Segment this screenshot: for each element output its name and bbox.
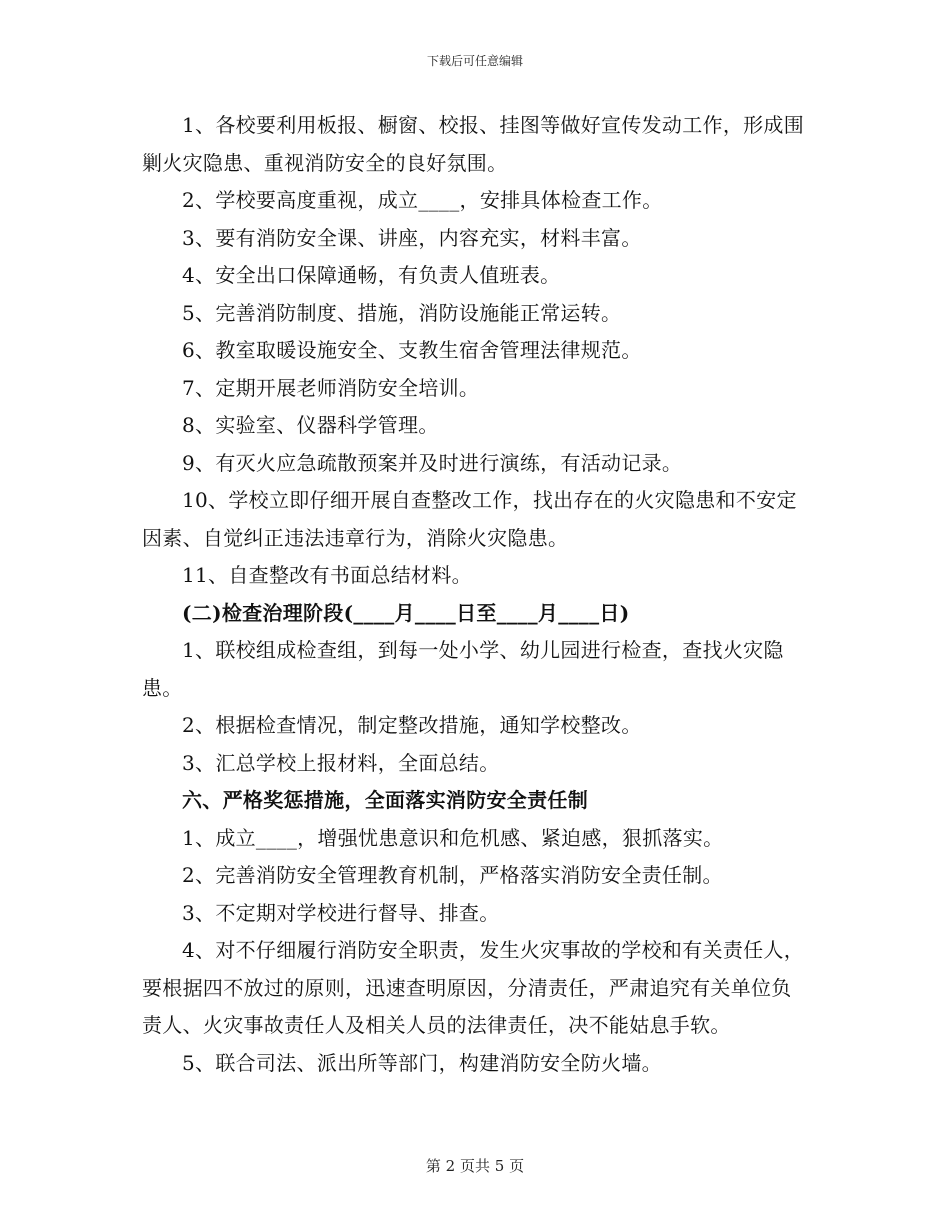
- paragraph: 10、学校立即仔细开展自查整改工作，找出存在的火灾隐患和不安定因素、自觉纠正违法违章行为，消除火灾隐患。: [142, 488, 797, 550]
- page-footer: 第 2 页共 5 页: [425, 1157, 525, 1175]
- paragraph: 2、根据检查情况，制定整改措施，通知学校整改。: [182, 713, 642, 737]
- paragraph: 2、学校要高度重视，成立____，安排具体检查工作。: [182, 188, 663, 212]
- paragraph: 3、不定期对学校进行督导、排查。: [182, 900, 500, 925]
- paragraph: 4、安全出口保障通畅，有负责人值班表。: [182, 263, 561, 287]
- paragraph: 3、要有消防安全课、讲座，内容充实，材料丰富。: [182, 225, 642, 250]
- paragraph: 5、完善消防制度、措施，消防设施能正常运转。: [182, 300, 622, 325]
- paragraph: 6、教室取暖设施安全、支教生宿舍管理法律规范。: [182, 338, 642, 362]
- paragraph: 1、各校要利用板报、橱窗、校报、挂图等做好宣传发动工作，形成围剿火灾隐患、重视消防安全的良好氛围。: [142, 113, 805, 175]
- paragraph: 7、定期开展老师消防安全培训。: [182, 375, 480, 400]
- paragraph: 5、联合司法、派出所等部门，构建消防安全防火墙。: [182, 1050, 662, 1075]
- paragraph: 1、联校组成检查组，到每一处小学、幼儿园进行检查，查找火灾隐患。: [142, 638, 784, 700]
- paragraph: 11、自查整改有书面总结材料。: [182, 563, 472, 587]
- document-body: [142, 107, 807, 1082]
- page-header: 下载后可任意编辑: [426, 54, 523, 68]
- paragraph: 4、对不仔细履行消防安全职责，发生火灾事故的学校和有关责任人，要根据四不放过的原则，迅速查明原因，分清责任，严肃追究有关单位负责人、火灾事故责任人及相关人员的法律责任，决不能姑息手软。: [142, 938, 805, 1037]
- section-heading: (二)检查治理阶段(____月____日至____月____日): [182, 600, 630, 625]
- paragraph: 1、成立____，增强忧患意识和危机感、紧迫感，狠抓落实。: [182, 825, 724, 850]
- paragraph: 3、汇总学校上报材料，全面总结。: [182, 750, 500, 775]
- section-heading: 六、严格奖惩措施，全面落实消防安全责任制: [182, 788, 588, 812]
- paragraph: 9、有灭火应急疏散预案并及时进行演练，有活动记录。: [182, 450, 683, 475]
- paragraph: 2、完善消防安全管理教育机制，严格落实消防安全责任制。: [182, 863, 723, 887]
- paragraph: 8、实验室、仪器科学管理。: [182, 413, 439, 437]
